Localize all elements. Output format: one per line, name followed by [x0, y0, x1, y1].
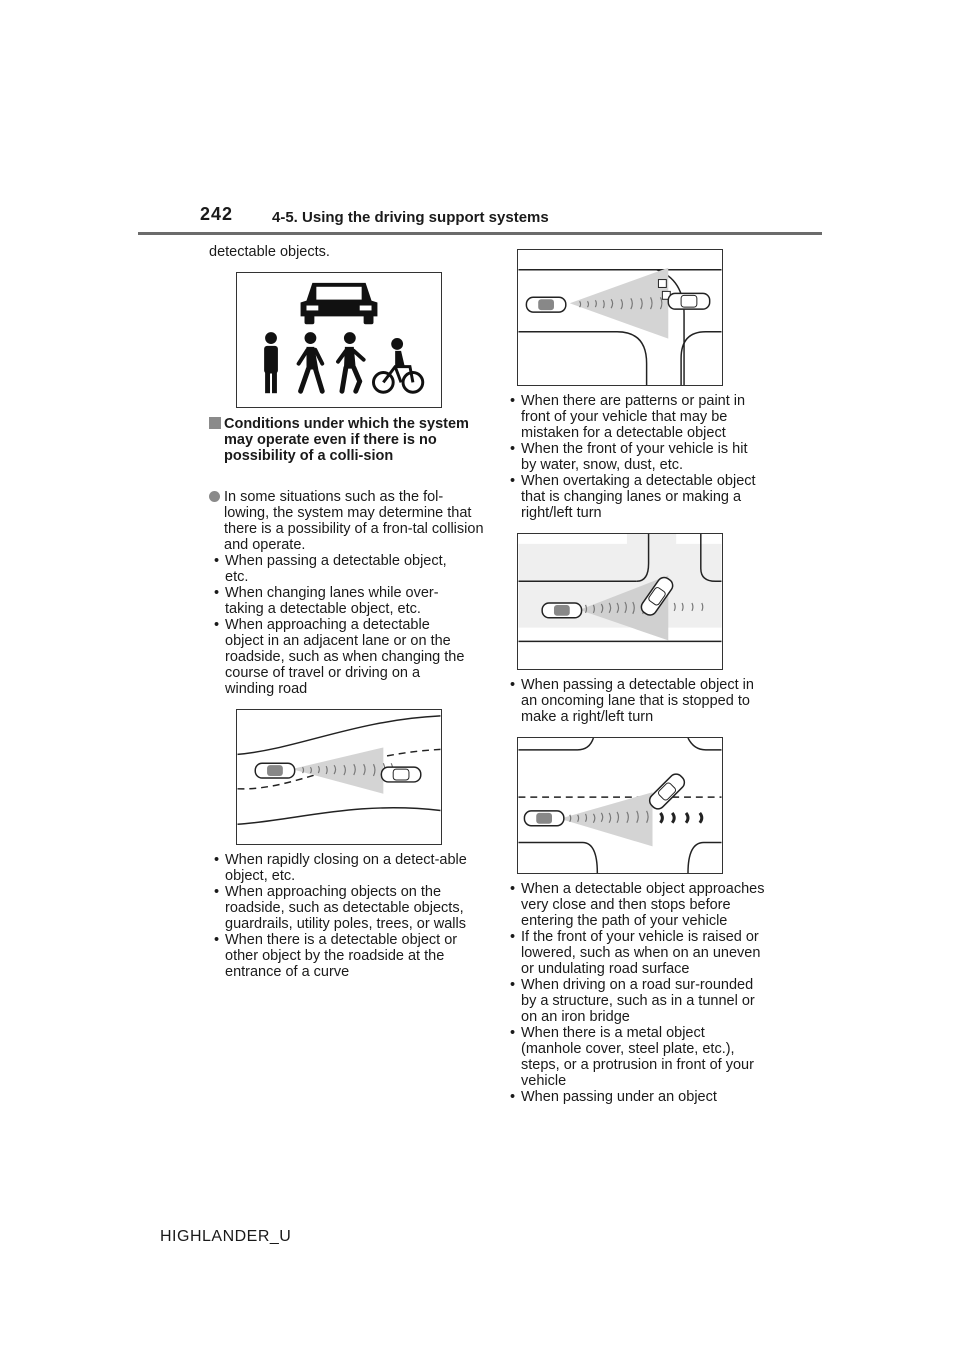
list-item: • When the front of your vehicle is hit by water, snow, dust, etc. — [505, 441, 765, 473]
footer-model: HIGHLANDER_U — [160, 1228, 292, 1245]
list-item: • When passing a detectable object in an oncoming lane that is stopped to make a right/left turn — [505, 677, 765, 725]
radar-beam — [570, 268, 669, 339]
pedestrian-walking-icon — [299, 332, 323, 391]
list-item: • When rapidly closing on a detect-able object, etc. — [209, 852, 469, 884]
situations-list-4 — [505, 677, 765, 725]
situations-list-1 — [209, 553, 469, 697]
own-vehicle-icon — [255, 763, 294, 778]
list-item: • When driving on a road sur-rounded by a structure, such as in a tunnel or on an iron bridge — [505, 977, 765, 1025]
figure-overtaking-turning — [517, 533, 723, 670]
list-item: • When approaching objects on the roadside, such as detectable objects, guardrails, utility poles, trees, or walls — [209, 884, 469, 932]
detectable-objects-illustration — [237, 273, 441, 407]
list-item: • When passing a detectable object, etc. — [209, 553, 469, 585]
target-vehicle-icon — [647, 771, 687, 811]
section-title: 4-5. Using the driving support systems — [272, 209, 549, 226]
bicycle-icon — [373, 338, 422, 392]
figure-winding-road — [236, 709, 442, 845]
list-item: • When there is a detectable object or other object by the roadside at the entrance of a curve — [209, 932, 469, 980]
situations-list-5 — [505, 881, 765, 1105]
conditions-heading: Conditions under which the system may operate even if there is no possibility of a colli-sion — [209, 416, 484, 464]
target-vehicle-icon — [381, 767, 420, 782]
winding-road-illustration — [237, 710, 441, 844]
page-number: 242 — [200, 204, 234, 224]
circle-bullet-icon — [209, 491, 220, 502]
square-bullet-icon — [209, 417, 221, 429]
radar-beam — [560, 792, 653, 846]
list-item: • When overtaking a detectable object that is changing lanes or making a right/left turn — [505, 473, 765, 521]
intro-text: detectable objects. — [209, 244, 330, 260]
header-rule — [138, 232, 822, 235]
pedestrian-standing-icon — [264, 332, 278, 393]
list-item: • If the front of your vehicle is raised or lowered, such as when on an uneven or undulating road surface — [505, 929, 765, 977]
radar-beam — [292, 747, 384, 793]
oncoming-turning-illustration — [518, 738, 722, 873]
figure-oncoming-turning — [517, 737, 723, 874]
target-vehicle-icon — [668, 293, 709, 309]
curve-entrance-illustration — [518, 250, 722, 385]
situations-list-2 — [209, 852, 469, 980]
figure-curve-entrance — [517, 249, 723, 386]
own-vehicle-icon — [526, 297, 565, 312]
figure-detectable-objects — [236, 272, 442, 408]
own-vehicle-icon — [542, 603, 581, 618]
own-vehicle-icon — [524, 811, 563, 826]
list-item: • When a detectable object approaches very close and then stops before entering the path of your vehicle — [505, 881, 765, 929]
pedestrian-running-icon — [338, 332, 364, 391]
situations-list-3 — [505, 393, 765, 521]
list-item: • When changing lanes while over-taking a detectable object, etc. — [209, 585, 469, 617]
list-item: • When there are patterns or paint in front of your vehicle that may be mistaken for a detectable object — [505, 393, 765, 441]
list-item: • When passing under an object — [505, 1089, 765, 1105]
situations-bullet: In some situations such as the fol-lowing, the system may determine that there is a possibility of a fron-tal collision and operate. — [209, 489, 484, 553]
list-item: • When approaching a detectable object in an adjacent lane or on the roadside, such as when changing the course of travel or driving on a winding road — [209, 617, 469, 697]
overtaking-turning-illustration — [518, 534, 722, 669]
list-item: • When there is a metal object (manhole cover, steel plate, etc.), steps, or a protrusion in front of your vehicle — [505, 1025, 765, 1089]
